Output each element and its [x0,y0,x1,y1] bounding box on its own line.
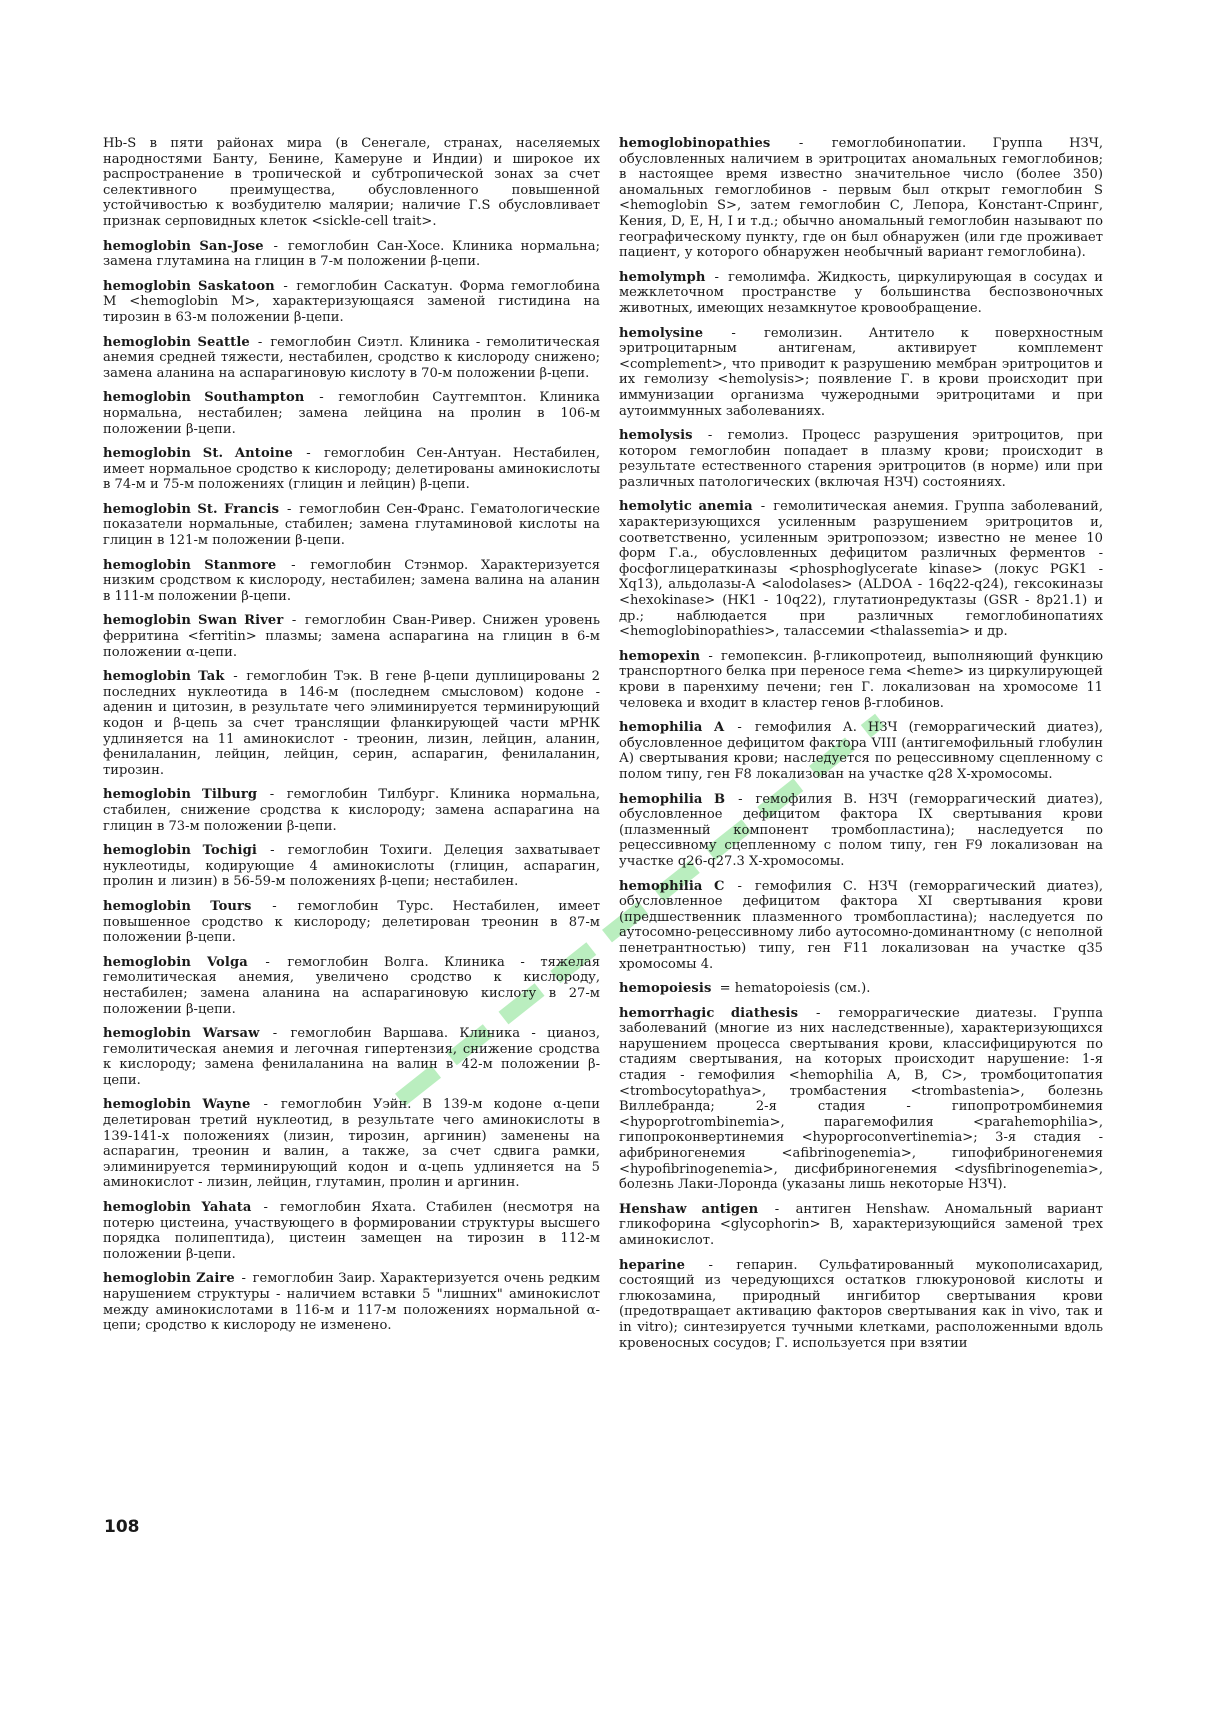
left-column [103,136,600,1343]
entry-definition: гемоглобинопатии. Группа НЗЧ, обусловленных наличием в эритроцитах аномальных гемоглобинов; в настоящее время известно значительное число (более 350) аномальных гемоглобинов - первым был открыт гемоглобин S <hemoglobin S>, затем гемоглобин С, Лепора, Констант-Спринг, Кения, D, E, H, I и т.д.; обычно аномальный гемоглобин называют по географическому пункту, где он был обнаружен (или где проживает пациент, у которого обнаружен необычный вариант гемоглобина). [619,136,1103,261]
entry-separator: - [294,446,322,462]
entry-term: hemoglobin Saskatoon [103,278,275,294]
entry-term: hemoglobin Seattle [103,334,250,350]
right-entries-list [619,136,1103,1351]
entry-definition: гемоглобин Тохиги. Делеция захватывает нуклеотиды, кодирующие 4 аминокислоты (глицин, аспарагин, пролин и лизин) в 56-59-м положениях β-цепи; нестабилен. [103,843,600,890]
entry-term: hemopexin [619,648,701,664]
entry-definition: гемоглобин Волга. Клиника - тяжелая гемолитическая анемия, увеличено сродство к кислороду, нестабилен; замена аланина на аспарагиновую кислоту в 27-м положении β-цепи. [103,954,601,1017]
entry-term: hemoglobin St. Francis [103,501,280,517]
dictionary-entry [619,720,1103,782]
entry-separator: - [306,390,337,406]
entry-separator: - [236,1271,251,1287]
entry-term: hemopoiesis [619,981,712,997]
dictionary-entry [619,792,1103,870]
entry-term: hemoglobin Tochigi [103,843,257,859]
entry-separator: - [251,334,269,350]
left-column-intro: Hb-S в пяти районах мира (в Сенегале, странах, населяемых народностями Банту, Бенине, Камеруне и Индии) и широкое их распространение в тропической и субтропической зонах за счет селективного преимущества, обусловленного повышенной устойчивостью к возбудителю малярии; наличие Г.S обусловливает признак серповидных клеток <sickle-cell trait>. [103,136,600,229]
entry-separator: - [226,669,245,685]
entry-definition: гемоглобин Яхата. Стабилен (несмотря на потерю цистеина, участвующего в формировании структуры высшего порядка полипептида), цистеин замещен на тирозин в 112-м положении β-цепи. [103,1200,600,1262]
dictionary-entry [619,1258,1103,1352]
entry-term: hemolytic anemia [619,499,753,515]
entry-separator [711,981,719,996]
entry-separator: - [253,898,296,914]
entry-term: hemoglobin Stanmore [103,557,277,573]
dictionary-entry [619,649,1103,711]
entry-definition: гемоглобин Саутгемптон. Клиника нормальна, нестабилен; замена лейцина на пролин в 106-м положении β-цепи. [103,390,600,437]
entry-separator: - [278,557,309,573]
entry-separator: - [261,1026,289,1042]
entry-definition: гемоглобин Стэнмор. Характеризуется низким сродством к кислороду, нестабилен; замена валина на аланин в 111-м положении β-цепи. [103,557,601,604]
entry-term: heparine [619,1257,686,1273]
entry-term: hemolysine [619,325,704,341]
entry-definition: гемоглобин Сен-Антуан. Нестабилен, имеет нормальное сродство к кислороду; делетированы аминокислоты в 74-м и 75-м положениях (глицин и лейцин) β-цепи. [103,446,600,493]
entry-term: hemophilia A [619,720,725,736]
entry-separator: - [726,720,753,736]
entry-separator: - [276,278,295,294]
dictionary-entry [619,499,1103,639]
dictionary-entry [103,1097,600,1191]
dictionary-entry [619,879,1103,973]
entry-separator: - [727,791,754,807]
entry-separator: - [726,878,753,894]
entry-term: hemorrhagic diathesis [619,1005,799,1021]
entry-term: hemoglobin Tours [103,898,252,914]
dictionary-entry [103,955,600,1017]
entry-separator: - [707,269,727,285]
entry-separator: - [687,1257,735,1273]
entry-term: hemoglobin Swan River [103,613,284,629]
dictionary-entry [619,270,1103,317]
entry-term: hemophilia B [619,791,726,807]
entry-separator: - [702,648,719,664]
entry-separator: - [285,613,303,629]
entry-term: hemoglobin Yahata [103,1200,252,1216]
entry-definition: гемоглобин Тэк. В гене β-цепи дуплицированы 2 последних нуклеотида в 146-м (последнем смысловом) кодоне - аденин и цитозин, в результате чего элиминируется терминирующий кодон и β-цепь за счет транслящии фланкирующей части мРНК удлиняется на 11 аминокислот - треонин, лизин, лейцин, аланин, фенилаланин, лейцин, лейцин, серин, аспарагин, фенилаланин, тирозин. [103,669,600,778]
entry-separator: - [258,843,286,859]
dictionary-entry [103,669,600,778]
entry-definition: гемоглобин Саскатун. Форма гемоглобина M <hemoglobin M>, характеризующаяся заменой гистидина на тирозин в 63-м положении β-цепи. [103,278,600,325]
entry-term: hemoglobin Tak [103,669,225,685]
entry-separator: - [253,1200,278,1216]
entry-definition: гемолитическая анемия. Группа заболеваний, характеризующихся усиленным разрушением эритроцитов и, соответственно, усиленным эритропоэзом; известно не менее 10 форм Г.а., обусловленных дефицитом различных ферментов - фосфоглицераткиназы <phosphoglycerate kinase> (локус PGK1 - Xq13), альдолазы-А <alodolases> (ALDOA - 16q22-q24), гексокиназы <hexokinase> (HK1 - 10q22), глутатионредуктазы (GSR - 8p21.1) и др.; наблюдается при различных гемоглобинопатиях <hemoglobinopathies>, талассемии <thalassemia> и др. [619,499,1104,640]
entry-definition: гемолизин. Антитело к поверхностным эритроцитарным антигенам, активирует комплемент <complement>, что приводит к разрушению мембран эритроцитов и их гемолизу <hemolysis>; появление Г. в крови происходит при иммунизации организма чужеродными эритроцитами и при аутоиммунных заболеваниях. [619,325,1104,419]
entry-separator: - [252,1097,279,1113]
entry-term: hemoglobin Warsaw [103,1026,260,1042]
entry-definition: гемопексин. β-гликопротеид, выполняющий функцию транспортного белка при переносе гема <heme> из циркулирующей крови в паренхиму печени; ген Г. локализован на хромосоме 11 человека и входит в кластер генов β-глобинов. [619,648,1103,711]
entry-term: hemophilia C [619,878,725,894]
dictionary-entry [103,1200,600,1262]
entry-separator: - [800,1005,837,1021]
entry-separator: - [760,1201,794,1217]
entry-term: hemolymph [619,269,706,285]
entry-definition: гемофилия С. НЗЧ (геморрагический диатез), обусловленное дефицитом фактора XI свертывания крови (предшественник плазменного тромбопластина); наследуется по аутосомно-рецессивному либо аутосомно-доминантному (с неполной пенетрантностью) типу, ген F11 локализован на участке q35 хромосомы 4. [619,878,1104,972]
entry-separator: - [281,501,298,517]
dictionary-entry [103,279,600,326]
dictionary-entry [103,390,600,437]
entry-definition: гемоглобин Сиэтл. Клиника - гемолитическая анемия средней тяжести, нестабилен, сродство к кислороду снижено; замена аланина на аспарагиновую кислоту в 70-м положении β-цепи. [103,334,600,381]
dictionary-entry [103,558,600,605]
entry-term: Henshaw antigen [619,1201,759,1217]
entry-separator: - [249,954,286,970]
entry-term: hemoglobin Tilburg [103,787,258,803]
entry-separator: - [754,499,772,515]
entry-definition: антиген Henshaw. Аномальный вариант гликофорина <glycophorin> В, характеризующийся заменой трех аминокислот. [619,1201,1104,1248]
entry-separator: - [772,136,830,151]
entry-term: hemoglobin Southampton [103,390,305,406]
entry-term: hemoglobin Wayne [103,1097,251,1113]
entry-term: hemoglobin Zaire [103,1271,235,1287]
dictionary-entry [103,502,600,549]
entry-definition: гемоглобин Тилбург. Клиника нормальна, стабилен, снижение сродства к кислороду; замена аспарагина на глицин в 73-м положении β-цепи. [103,787,600,834]
dictionary-entry [619,981,1103,997]
dictionary-entry [619,428,1103,490]
entry-definition: гемоглобин Сен-Франс. Гематологические показатели нормальные, стабилен; замена глутаминовой кислоты на глицин в 121-м положении β-цепи. [103,501,601,549]
dictionary-entry [619,1006,1103,1193]
entry-term: hemoglobin San-Jose [103,238,264,254]
dictionary-entry [619,326,1103,420]
dictionary-entry [103,1271,600,1333]
dictionary-entry [103,899,600,946]
entry-definition: гемоглобин Заир. Характеризуется очень редким нарушением структуры - наличием вставки 5 "лишних" аминокислот между аминокислотами в 116-м и 117-м положениях нормальной α-цепи; сродство к кислороду не изменено. [103,1271,601,1334]
entry-definition: гемоглобин Турс. Нестабилен, имеет повышенное сродство к кислороду; делетирован треонин в 87-м положении β-цепи. [103,898,601,946]
right-column [619,136,1103,1360]
entry-definition: гемоглобин Уэйн. В 139-м кодоне α-цепи делетирован третий нуклеотид, в результате чего аминокислоты в 139-141-х положениях (лизин, тирозин, аргинин) заменены на аспарагин, треонин и валин, а также, за счет сдвига рамки, элиминируется терминирующий кодон и α-цепь удлиняется на 5 аминокислот - лизин, лейцин, глутамин, пролин и аргинин. [103,1097,601,1191]
left-entries-list [103,239,600,1334]
dictionary-entry [103,446,600,493]
dictionary-entry [103,843,600,890]
entry-term: hemolysis [619,428,693,444]
entry-term: hemoglobin St. Antoine [103,446,293,462]
dictionary-entry [103,787,600,834]
entry-definition: геморрагические диатезы. Группа заболеваний (многие из них наследственные), характеризующихся нарушением процесса свертывания крови, классифицируются по стадиям свертывания, на которых происходит нарушение: 1-я стадия - гемофилия <hemophilia A, B, C>, тромбоцитопатия <trombocytopathya>, тромбастения <trombastenia>, болезнь Виллебранда; 2-я стадия - гипопротромбинемия <hypoprotrombinemia>, парагемофилия <parahemophilia>, гипопроконвертинемия <hypoproconvertinemia>; 3-я стадия - афибриногенемия <afibrinogenemia>, гипофибриногенемия <hypofibrinogenemia>, дисфибриногенемия <dysfibrinogenemia>, болезнь Лаки-Лоронда (указаны лишь некоторые НЗЧ). [619,1005,1104,1193]
entry-separator: - [705,325,762,341]
entry-definition: гемоглобин Сан-Хосе. Клиника нормальна; замена глутамина на глицин в 7-м положении β-цепи. [103,238,601,270]
entry-definition: гемолиз. Процесс разрушения эритроцитов, при котором гемоглобин попадает в плазму крови; происходит в результате естественного старения эритроцитов (в норме) или при различных патологических (включая НЗЧ) состояниях. [619,428,1104,490]
dictionary-entry [103,335,600,382]
entry-term: hemoglobin Volga [103,954,248,970]
entry-definition: = hematopoiesis (см.). [719,981,871,997]
dictionary-entry [619,1202,1103,1249]
entry-definition: гемофилия А. НЗЧ (геморрагический диатез), обусловленное дефицитом фактора VIII (антигемофильный глобулин А) свертывания крови; наследуется по рецессивному сцепленному с полом типу, ген F8 локализован на участке q28 Х-хромосомы. [619,720,1103,782]
entry-definition: гемоглобин Сван-Ривер. Снижен уровень ферритина <ferritin> плазмы; замена аспарагина на глицин в 6-м положении α-цепи. [103,613,601,660]
dictionary-entry [103,239,600,270]
entry-separator: - [259,787,285,803]
page-number: 108 [104,1517,140,1537]
entry-separator: - [694,428,726,444]
dictionary-entry [619,136,1103,261]
entry-term: hemoglobinopathies [619,136,771,151]
entry-separator: - [265,238,286,254]
entry-definition: гемофилия В. НЗЧ (геморрагический диатез), обусловленное дефицитом фактора IX свертывания крови (плазменный компонент тромбопластина); наследуется по рецессивному сцепленному с полом типу, ген F9 локализован на участке q26-q27.3 Х-хромосомы. [619,791,1103,869]
dictionary-entry [103,613,600,660]
dictionary-entry [103,1026,600,1088]
entry-definition: гепарин. Сульфатированный мукополисахарид, состоящий из чередующихся остатков глюкуроновой кислоты и глюкозамина, природный ингибитор свертывания крови (предотвращает активацию факторов свертывания как in vivo, так и in vitro); синтезируется тучными клетками, расположенными вдоль кровеносных сосудов; Г. используется при взятии [619,1257,1103,1351]
entry-definition: гемолимфа. Жидкость, циркулирующая в сосудах и межклеточном пространстве у большинства беспозвоночных животных, имеющих незамкнутое кровообращение. [619,269,1104,316]
entry-definition: гемоглобин Варшава. Клиника - цианоз, гемолитическая анемия и легочная гипертензия, снижение сродства к кислороду; замена фенилаланина на валин в 42-м положении β-цепи. [103,1026,600,1088]
